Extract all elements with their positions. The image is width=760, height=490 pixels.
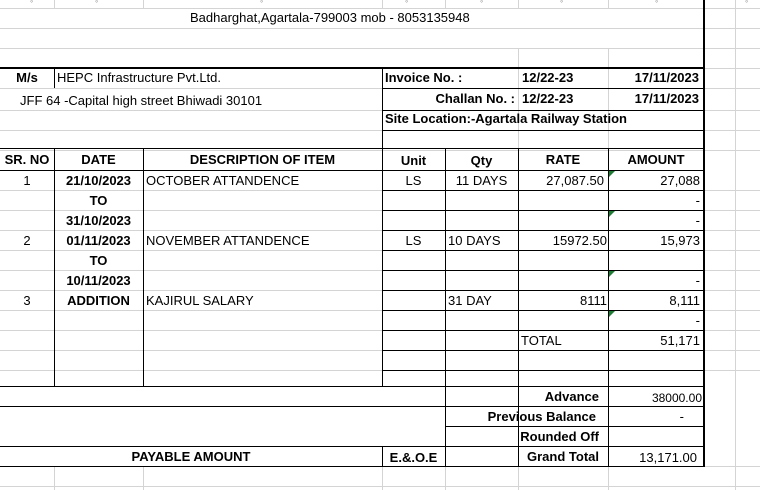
header-rate: RATE (545, 152, 581, 167)
gridline (735, 0, 736, 490)
error-indicator-icon[interactable] (609, 211, 615, 217)
item-rate: 8111 (580, 293, 607, 308)
header-description: DESCRIPTION OF ITEM (189, 152, 336, 167)
item-date-from: ADDITION (67, 293, 130, 308)
item-date-to-label: TO (89, 193, 108, 208)
challan-label: Challan No. : (435, 91, 515, 106)
advance-value: 38000.00 (651, 391, 702, 405)
item-unit: LS (405, 233, 422, 248)
item-qty: 10 DAYS (448, 233, 501, 248)
item-date-from: 01/11/2023 (66, 233, 131, 248)
error-indicator-icon[interactable] (609, 171, 615, 177)
header-unit: Unit (400, 153, 427, 168)
company-address: Badharghat,Agartala-799003 mob - 8053135948 (190, 10, 470, 25)
error-indicator-icon[interactable] (609, 311, 615, 317)
item-unit: LS (405, 173, 422, 188)
amount-dash: - (695, 273, 700, 288)
item-date-to: 10/11/2023 (66, 273, 131, 288)
amount-dash: - (695, 193, 700, 208)
site-location: Site Location:-Agartala Railway Station (385, 111, 627, 126)
error-indicator-icon[interactable] (609, 271, 615, 277)
item-sr-no: 3 (23, 293, 31, 308)
item-sr-no: 2 (23, 233, 31, 248)
item-description: NOVEMBER ATTANDENCE (146, 233, 310, 248)
item-description: KAJIRUL SALARY (146, 293, 254, 308)
item-rate: 15972.50 (552, 233, 607, 248)
gridline (382, 466, 383, 490)
header-fragment: ◦ (95, 0, 99, 6)
ms-label: M/s (16, 70, 38, 85)
item-amount: 27,088 (660, 173, 700, 188)
invoice-label: Invoice No. : (385, 70, 463, 85)
gridline (608, 0, 609, 8)
item-qty: 11 DAYS (455, 173, 508, 188)
previous-balance-value: - (679, 409, 684, 424)
border-line (0, 148, 705, 149)
gridline (608, 466, 609, 490)
border-line (143, 148, 144, 386)
header-fragment: ◦ (655, 0, 659, 6)
item-qty: 31 DAY (448, 293, 492, 308)
header-fragment: ◦ (480, 0, 484, 6)
previous-balance-label: Previous Balance (487, 409, 596, 424)
header-fragment: ◦ (560, 0, 564, 6)
item-amount: 8,111 (669, 293, 700, 308)
gridline (143, 466, 144, 490)
gridline (54, 0, 55, 8)
gridline (0, 486, 760, 487)
gridline (518, 48, 519, 148)
total-value: 51,171 (660, 333, 700, 348)
border-line (54, 68, 55, 88)
advance-label: Advance (544, 389, 599, 404)
item-rate: 27,087.50 (546, 173, 604, 188)
gridline (608, 48, 609, 148)
header-fragment: ◦ (405, 0, 409, 6)
header-sr-no: SR. NO (4, 152, 50, 167)
item-date-to-label: TO (89, 253, 108, 268)
invoice-date: 17/11/2023 (634, 70, 699, 85)
customer-name: HEPC Infrastructure Pvt.Ltd. (57, 70, 222, 85)
grand-total-value: 13,171.00 (639, 450, 697, 465)
border-line (382, 68, 383, 148)
header-fragment: ◦ (30, 0, 34, 6)
header-qty: Qty (470, 153, 493, 168)
border-line (382, 370, 704, 371)
gridline (54, 466, 55, 490)
payable-amount-label: PAYABLE AMOUNT (131, 449, 251, 464)
amount-dash: - (695, 213, 700, 228)
header-amount: AMOUNT (627, 152, 685, 167)
gridline (445, 0, 446, 8)
gridline (518, 0, 519, 8)
header-fragment: ◦ (260, 0, 264, 6)
gridline (143, 0, 144, 8)
rounded-off-label: Rounded Off (520, 429, 599, 444)
header-fragment: ◦ (745, 0, 749, 6)
total-label: TOTAL (521, 333, 562, 348)
gridline (382, 0, 383, 8)
item-date-to: 31/10/2023 (65, 213, 132, 228)
header-date: DATE (81, 152, 116, 167)
border-line (0, 406, 705, 407)
eoe-label: E.&.O.E (389, 450, 438, 465)
item-description: OCTOBER ATTANDENCE (146, 173, 300, 188)
invoice-number: 12/22-23 (522, 70, 574, 85)
border-line (703, 0, 705, 466)
challan-number: 12/22-23 (522, 91, 574, 106)
amount-dash: - (695, 313, 700, 328)
item-sr-no: 1 (23, 173, 31, 188)
border-line (0, 386, 705, 387)
gridline (518, 466, 519, 490)
gridline (445, 466, 446, 490)
gridline (0, 48, 760, 49)
item-date-from: 21/10/2023 (65, 173, 132, 188)
grand-total-label: Grand Total (527, 449, 599, 464)
customer-address: JFF 64 -Capital high street Bhiwadi 30101 (20, 93, 263, 108)
challan-date: 17/11/2023 (634, 91, 699, 106)
gridline (0, 28, 760, 29)
item-amount: 15,973 (660, 233, 700, 248)
border-line (382, 130, 704, 131)
